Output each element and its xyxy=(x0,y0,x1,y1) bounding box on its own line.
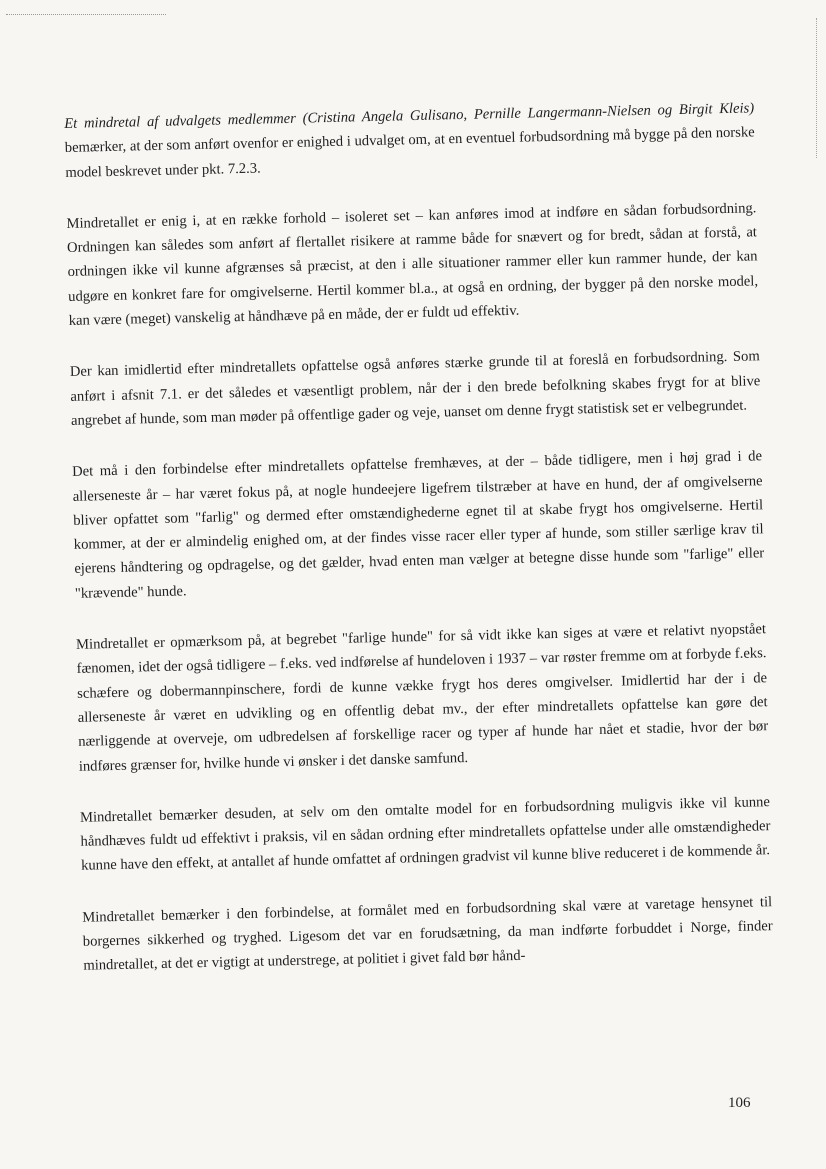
document-page xyxy=(64,96,774,1005)
paragraph-text: bemærker, at der som anført ovenfor er enighed i udvalget om, at en eventuel forbudsordning må bygge på den norske model beskrevet under pkt. 7.2.3. xyxy=(64,124,755,181)
paragraph-4: Det må i den forbindelse efter mindretallets opfattelse fremhæves, at der – både tidligere, men i høj grad i de allerseneste år – har været fokus på, at nogle hundeejere ligefrem tilstræber at have en hund, der af omgivelserne bliver opfattet som "farlig" og dermed efter omstændighederne egnet til at skabe frygt hos omgivelserne. Hertil kommer, at der er almindelig enighed om, at der findes visse racer eller typer af hunde, som stiller særlige krav til ejerens håndtering og opdragelse, og det gælder, hvad enten man vælger at betegne disse hunde som "farlige" eller "krævende" hunde. xyxy=(71,448,765,602)
paragraph-3: Der kan imidlertid efter mindretallets opfattelse også anføres stærke grunde til at foreslå en forbudsordning. Som anført i afsnit 7.1. er det således et væsentligt problem, når der i den brede befolkning skabes frygt for at blive angrebet af hunde, som man møder på offentlige gader og veje, uanset om denne frygt statistisk set er velbegrundet. xyxy=(69,348,761,429)
minority-members-italic: Et mindretal af udvalgets medlemmer (Cristina Angela Gulisano, Pernille Langermann-Nielsen og Birgit Kleis) xyxy=(64,100,755,132)
paragraph-minority-intro xyxy=(64,96,755,185)
scan-edge-top xyxy=(6,14,166,15)
paragraph-6: Mindretallet bemærker desuden, at selv om den omtalte model for en forbudsordning muligvis ikke vil kunne håndhæves fuldt ud effektivt i praksis, vil en sådan ordning efter mindretallets opfattelse under alle omstændigheder kunne have den effekt, at antallet af hunde omfattet af ordningen gradvist vil kunne blive reduceret i de kommende år. xyxy=(79,793,771,875)
scan-edge-right xyxy=(816,18,817,158)
paragraph-2: Mindretallet er enig i, at en række forhold – isoleret set – kan anføres imod at indføre en sådan forbudsordning. Ordningen kan således som anført af flertallet risikere at ramme både for snævert og for bredt, sådan at forstå, at ordningen ikke vil kunne afgrænses så præcist, at den i alle situationer rammer eller kun rammer hunde, der kan udgøre en konkret fare for omgivelserne. Hertil kommer bl.a., at også en ordning, der bygger på den norske model, kan være (meget) vanskelig at håndhæve på en måde, der er fuldt ud effektiv. xyxy=(66,200,759,330)
paragraph-5: Mindretallet er opmærksom på, at begrebet "farlige hunde" for så vidt ikke kan siges at være et relativt nyopstået fænomen, idet der også tidligere – f.eks. ved indførelse af hundeloven i 1937 – var røster fremme om at forbyde f.eks. schæfere og dobermannpinschere, fordi de kunne vække frygt hos deres omgivelser. Imidlertid har der i de allerseneste år været en udvikling og en offentlig debat mv., der efter mindretallets opfattelse kan gøre det nærliggende at overveje, om udbredelsen af forskellige racer og typer af hunde har nået et stadie, hvor der bør indføres grænser for, hvilke hunde vi ønsker i det danske samfund. xyxy=(75,621,769,775)
page-number: 106 xyxy=(728,1095,751,1111)
paragraph-7: Mindretallet bemærker i den forbindelse, at formålet med en forbudsordning skal være at varetage hensynet til borgernes sikkerhed og tryghed. Ligesom det var en forudsætning, da man indførte forbuddet i Norge, finder mindretallet, at det er vigtigt at understrege, at politiet i givet fald bør hånd- xyxy=(82,893,773,975)
